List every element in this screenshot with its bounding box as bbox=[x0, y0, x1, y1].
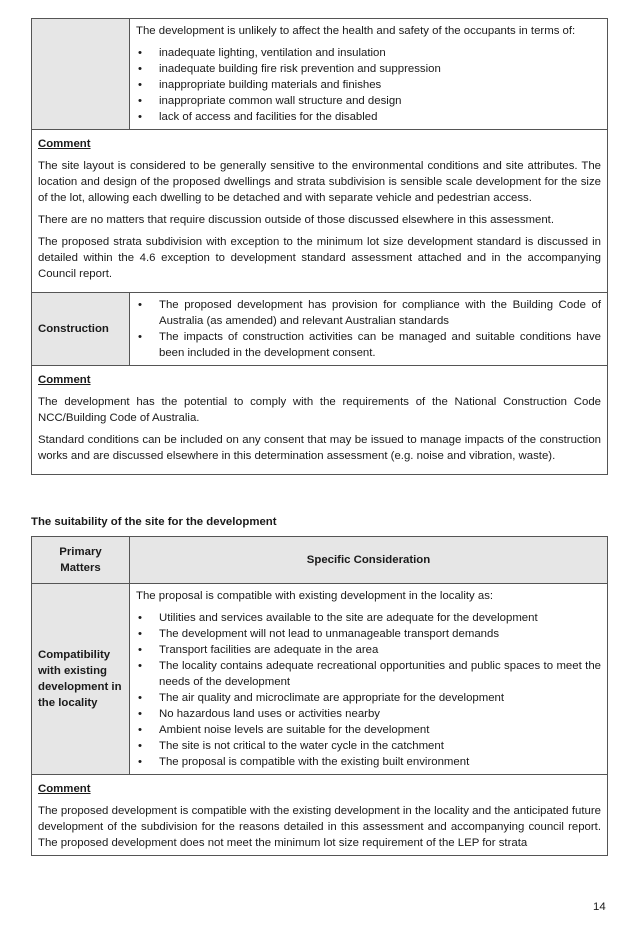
comment-row bbox=[32, 130, 607, 293]
comment-paragraph: The site layout is considered to be generally sensitive to the environmental conditions and site attributes. The location and design of the proposed dwellings and strata subdivision is sensible scale development for the size of the lot, allowing each dwelling to be detached and with separate vehicle and pedestrian access. bbox=[38, 160, 601, 204]
comment-paragraph: Standard conditions can be included on any consent that may be issued to manage impacts of the construction works and are discussed elsewhere in this determination assessment (e.g. noise and vibration, waste). bbox=[38, 434, 601, 462]
comment-cell bbox=[32, 366, 607, 474]
comment-paragraph: The proposed strata subdivision with exception to the minimum lot size development standard is discussed in detailed within the 4.6 exception to development standard assessment attached and in the accompanying Council report. bbox=[38, 236, 601, 280]
compatibility-content bbox=[130, 584, 607, 774]
list-item: • The locality contains adequate recreational opportunities and public spaces to meet the needs of the development bbox=[154, 658, 601, 690]
row-label-cell bbox=[32, 19, 130, 129]
list-item: • lack of access and facilities for the disabled bbox=[154, 109, 601, 125]
comment-title: Comment bbox=[38, 374, 91, 386]
comment-row bbox=[32, 366, 607, 474]
comment-paragraph: There are no matters that require discussion outside of those discussed elsewhere in this assessment. bbox=[38, 214, 555, 226]
list-item: • The proposed development has provision for compliance with the Building Code of Australia (as amended) and relevant Australian standards bbox=[154, 297, 601, 329]
list-item: • Utilities and services available to the site are adequate for the development bbox=[154, 610, 601, 626]
list-item: • The air quality and microclimate are appropriate for the development bbox=[154, 690, 601, 706]
list-item: • Transport facilities are adequate in the area bbox=[154, 642, 601, 658]
header-primary-matters: Primary Matters bbox=[32, 537, 130, 583]
compatibility-row bbox=[32, 584, 607, 775]
list-item: • Ambient noise levels are suitable for the development bbox=[154, 722, 601, 738]
list-item: • The proposal is compatible with the existing built environment bbox=[154, 754, 601, 770]
health-safety-intro: The development is unlikely to affect the health and safety of the occupants in terms of: bbox=[136, 25, 576, 37]
list-item: • inappropriate building materials and finishes bbox=[154, 77, 601, 93]
list-item: • No hazardous land uses or activities nearby bbox=[154, 706, 601, 722]
table-header-row bbox=[32, 537, 607, 584]
construction-list bbox=[136, 297, 601, 361]
header-specific-consideration: Specific Consideration bbox=[130, 537, 607, 583]
section-heading: The suitability of the site for the development bbox=[31, 516, 277, 528]
construction-content bbox=[130, 293, 607, 365]
comment-title: Comment bbox=[38, 783, 91, 795]
assessment-table-2 bbox=[31, 536, 608, 856]
health-safety-list bbox=[136, 45, 601, 125]
list-item: • The development will not lead to unmanageable transport demands bbox=[154, 626, 601, 642]
comment-paragraph: The proposed development is compatible with the existing development in the locality and the anticipated future development of the subdivision for the reasons detailed in this assessment and accompanying council report. The proposed development does not meet the minimum lot size requirement of the LEP for strata bbox=[38, 805, 601, 849]
comment-row bbox=[32, 775, 607, 855]
compatibility-label: Compatibility with existing development in the locality bbox=[32, 584, 130, 774]
health-safety-row bbox=[32, 19, 607, 130]
comment-cell bbox=[32, 130, 607, 292]
compatibility-list bbox=[136, 610, 601, 770]
assessment-table-1 bbox=[31, 18, 608, 475]
comment-paragraph: The development has the potential to comply with the requirements of the National Construction Code NCC/Building Code of Australia. bbox=[38, 396, 601, 424]
compatibility-intro: The proposal is compatible with existing development in the locality as: bbox=[136, 590, 494, 602]
list-item: • inadequate building fire risk prevention and suppression bbox=[154, 61, 601, 77]
list-item: • The site is not critical to the water cycle in the catchment bbox=[154, 738, 601, 754]
construction-label: Construction bbox=[32, 293, 130, 365]
list-item: • inappropriate common wall structure and design bbox=[154, 93, 601, 109]
list-item: • inadequate lighting, ventilation and insulation bbox=[154, 45, 601, 61]
comment-cell bbox=[32, 775, 607, 855]
comment-title: Comment bbox=[38, 138, 91, 150]
construction-row bbox=[32, 293, 607, 366]
row-content-cell bbox=[130, 19, 607, 129]
page-number: 14 bbox=[593, 901, 606, 913]
list-item: • The impacts of construction activities can be managed and suitable conditions have been included in the development consent. bbox=[154, 329, 601, 361]
